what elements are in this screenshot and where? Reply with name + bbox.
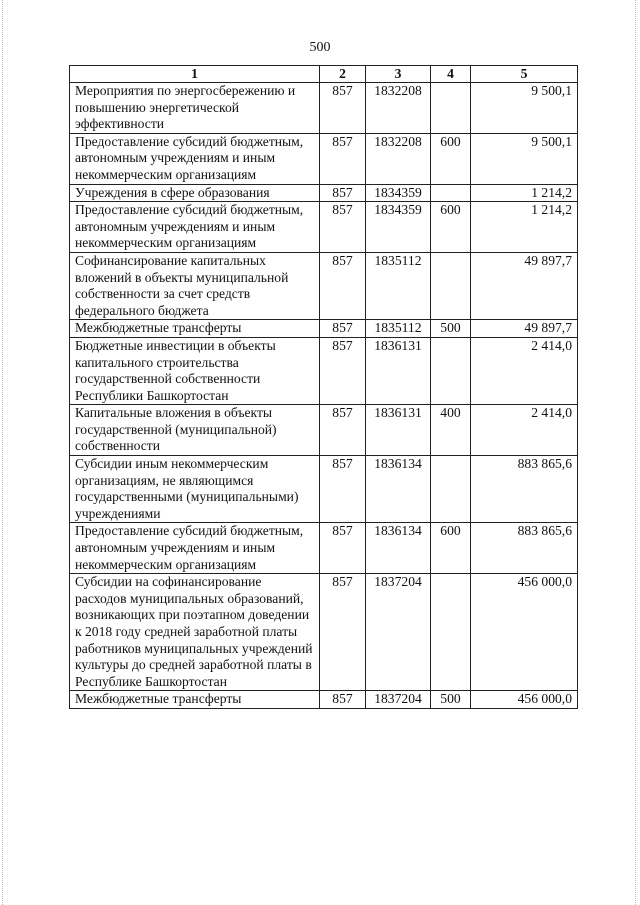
row-col3-cell: 1837204: [366, 691, 431, 709]
row-col2-cell: 857: [320, 523, 366, 574]
row-col2-cell: 857: [320, 456, 366, 523]
table-row: [70, 405, 578, 456]
table-row: [70, 133, 578, 184]
table-row: [70, 202, 578, 253]
header-col-3: 3: [366, 66, 431, 83]
row-col2-cell: 857: [320, 337, 366, 404]
row-amount-cell: 1 214,2: [471, 202, 578, 253]
row-col2-cell: 857: [320, 405, 366, 456]
row-col3-cell: 1836131: [366, 405, 431, 456]
table-row: [70, 337, 578, 404]
row-col2-cell: 857: [320, 184, 366, 202]
row-name-cell: Предоставление субсидий бюджетным, автономным учреждениям и иным некоммерческим организациям: [70, 133, 320, 184]
row-col4-cell: 500: [431, 691, 471, 709]
row-col3-cell: 1835112: [366, 320, 431, 338]
row-col4-cell: [431, 184, 471, 202]
row-col2-cell: 857: [320, 202, 366, 253]
row-name-cell: Предоставление субсидий бюджетным, автономным учреждениям и иным некоммерческим организациям: [70, 523, 320, 574]
row-col4-cell: [431, 337, 471, 404]
row-amount-cell: 456 000,0: [471, 691, 578, 709]
row-amount-cell: 2 414,0: [471, 405, 578, 456]
row-amount-cell: 883 865,6: [471, 456, 578, 523]
row-col4-cell: 400: [431, 405, 471, 456]
row-col3-cell: 1834359: [366, 184, 431, 202]
row-col4-cell: 600: [431, 523, 471, 574]
budget-table: [69, 65, 578, 709]
table-row: [70, 184, 578, 202]
header-col-5: 5: [471, 66, 578, 83]
row-name-cell: Субсидии на софинансирование расходов муниципальных образований, возникающих при поэтапном доведении к 2018 году средней заработной платы работников муниципальных учреждений культуры до средней заработной платы в Республике Башкортостан: [70, 574, 320, 691]
row-name-cell: Капитальные вложения в объекты государственной (муниципальной) собственности: [70, 405, 320, 456]
table-row: [70, 456, 578, 523]
table-row: [70, 252, 578, 319]
page-number: 500: [309, 40, 331, 55]
table-row: [70, 691, 578, 709]
row-col4-cell: [431, 574, 471, 691]
row-name-cell: Бюджетные инвестиции в объекты капитального строительства государственной собственности Республики Башкортостан: [70, 337, 320, 404]
row-amount-cell: 456 000,0: [471, 574, 578, 691]
row-col4-cell: [431, 83, 471, 134]
table-row: [70, 574, 578, 691]
scan-edge-right: [635, 0, 637, 905]
row-col2-cell: 857: [320, 320, 366, 338]
row-name-cell: Учреждения в сфере образования: [70, 184, 320, 202]
header-col-1: 1: [70, 66, 320, 83]
row-col3-cell: 1832208: [366, 83, 431, 134]
row-col3-cell: 1837204: [366, 574, 431, 691]
row-amount-cell: 9 500,1: [471, 133, 578, 184]
row-name-cell: Предоставление субсидий бюджетным, автономным учреждениям и иным некоммерческим организациям: [70, 202, 320, 253]
row-amount-cell: 49 897,7: [471, 320, 578, 338]
header-col-2: 2: [320, 66, 366, 83]
row-col3-cell: 1832208: [366, 133, 431, 184]
row-col4-cell: 600: [431, 202, 471, 253]
row-name-cell: Мероприятия по энергосбережению и повышению энергетической эффективности: [70, 83, 320, 134]
row-name-cell: Субсидии иным некоммерческим организациям, не являющимся государственными (муниципальными) учреждениями: [70, 456, 320, 523]
row-name-cell: Межбюджетные трансферты: [70, 691, 320, 709]
row-col3-cell: 1836134: [366, 523, 431, 574]
header-col-4: 4: [431, 66, 471, 83]
row-name-cell: Межбюджетные трансферты: [70, 320, 320, 338]
row-col4-cell: 600: [431, 133, 471, 184]
row-amount-cell: 49 897,7: [471, 252, 578, 319]
scan-edge-left: [2, 0, 4, 905]
table-row: [70, 523, 578, 574]
row-col2-cell: 857: [320, 252, 366, 319]
header-row: [70, 66, 578, 83]
row-col4-cell: 500: [431, 320, 471, 338]
row-amount-cell: 2 414,0: [471, 337, 578, 404]
row-col2-cell: 857: [320, 133, 366, 184]
row-col4-cell: [431, 252, 471, 319]
row-col3-cell: 1835112: [366, 252, 431, 319]
row-col4-cell: [431, 456, 471, 523]
table-row: [70, 320, 578, 338]
row-col2-cell: 857: [320, 574, 366, 691]
row-col3-cell: 1836134: [366, 456, 431, 523]
row-col3-cell: 1834359: [366, 202, 431, 253]
row-col3-cell: 1836131: [366, 337, 431, 404]
row-col2-cell: 857: [320, 83, 366, 134]
table-row: [70, 83, 578, 134]
row-name-cell: Софинансирование капитальных вложений в объекты муниципальной собственности за счет средств федерального бюджета: [70, 252, 320, 319]
row-amount-cell: 1 214,2: [471, 184, 578, 202]
row-amount-cell: 9 500,1: [471, 83, 578, 134]
row-col2-cell: 857: [320, 691, 366, 709]
row-amount-cell: 883 865,6: [471, 523, 578, 574]
